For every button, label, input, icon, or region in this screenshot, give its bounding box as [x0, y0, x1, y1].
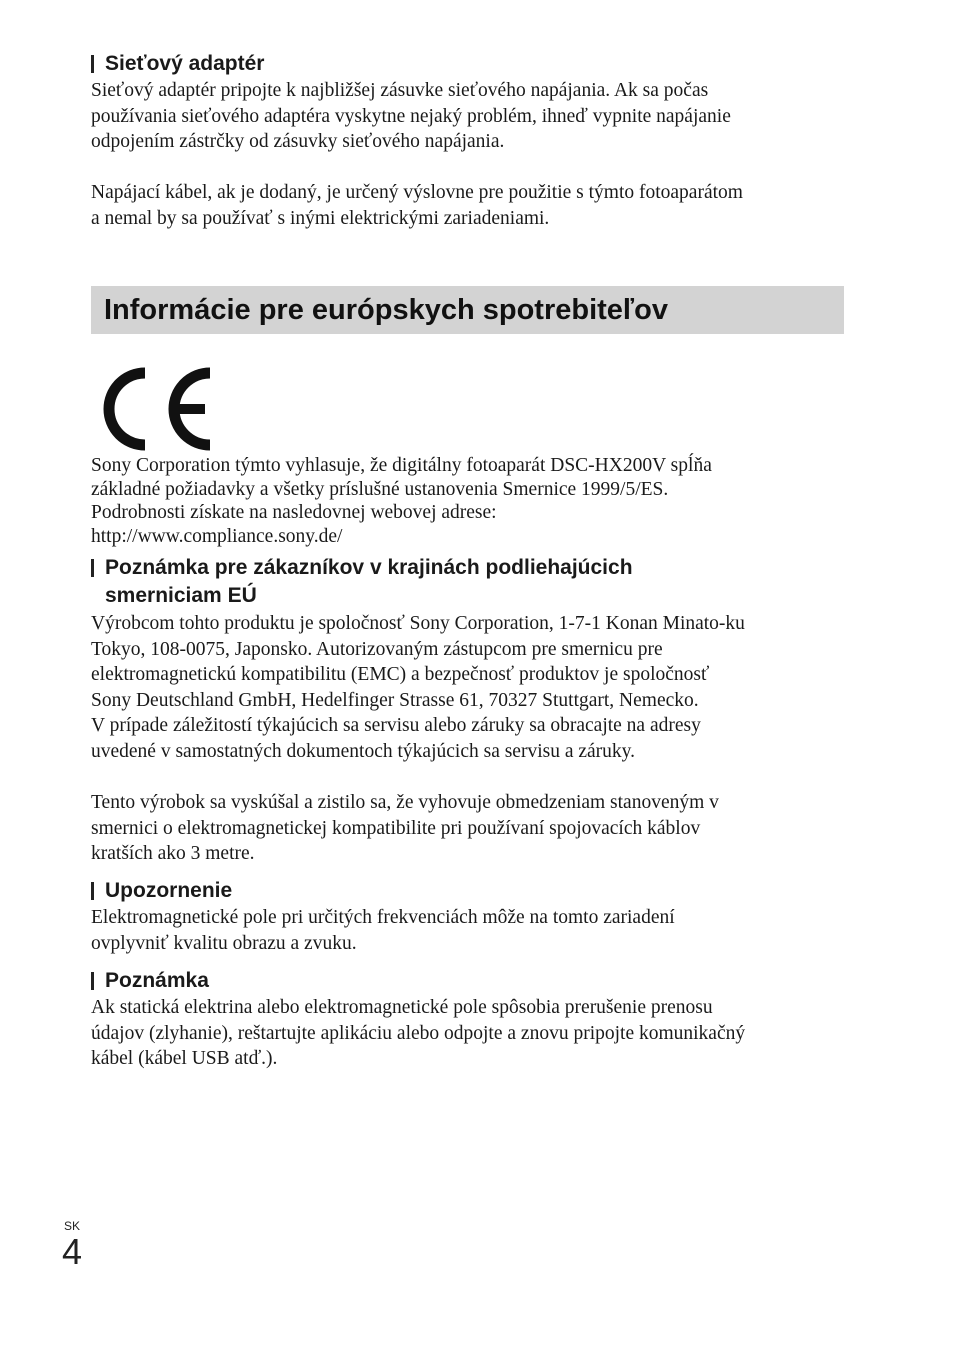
paragraph-eu-note-1: Výrobcom tohto produktu je spoločnosť Sony Corporation, 1-7-1 Konan Minato-ku Tokyo, 108-0075, Japonsko. Autorizovaným zástupcom pre smernicu pre elektromagnetickú kompatibilitu (EMC) a bezpečnosť produktov je spoločnosť Sony Deutschland GmbH, Hedelfinger Strasse 61, 70327 Stuttgart, Nemecko. V prípade záležitostí týkajúcich sa servisu alebo záruky sa obracajte na adresy uvedené v samostatných dokumentoch týkajúcich sa servisu a záruky.: [91, 613, 745, 762]
heading-text: Poznámka: [105, 969, 209, 992]
banner-title: Informácie pre európskych spotrebiteľov: [104, 294, 668, 326]
heading-text: Upozornenie: [105, 879, 233, 902]
paragraph-adapter-2: Napájací kábel, ak je dodaný, je určený výslovne pre použitie s týmto fotoaparátom a nemal by sa používať s inými elektrickými zariadeniami.: [91, 182, 743, 229]
footer-language-code: SK: [64, 1219, 81, 1233]
heading-note: [91, 967, 209, 995]
declaration-text: Sony Corporation týmto vyhlasuje, že digitálny fotoaparát DSC-HX200V spĺňa základné požiadavky a všetky príslušné ustanovenia Smernice 1999/5/ES. Podrobnosti získate na nasledovnej webovej adrese: http://www.compliance.sony.de/: [91, 455, 712, 547]
section-banner: [91, 286, 844, 334]
page-number: 4: [62, 1231, 83, 1272]
paragraph-note: Ak statická elektrina alebo elektromagnetické pole spôsobia prerušenie prenosu údajov (zlyhanie), reštartujte aplikáciu alebo odpojte a znovu pripojte komunikačný kábel (kábel USB atď.).: [91, 997, 746, 1070]
heading-eu-note: [91, 554, 633, 610]
heading-adapter: [91, 50, 264, 78]
heading-marker: [91, 55, 94, 73]
heading-text: Poznámka pre zákazníkov v krajinách podliehajúcich smerniciam EÚ: [105, 556, 633, 607]
heading-warning: [91, 877, 232, 905]
heading-marker: [91, 882, 94, 900]
heading-marker: [91, 972, 94, 990]
paragraph-warning: Elektromagnetické pole pri určitých frekvenciách môže na tomto zariadení ovplyvniť kvalitu obrazu a zvuku.: [91, 907, 675, 954]
heading-marker: [91, 559, 94, 577]
paragraph-eu-note-2: Tento výrobok sa vyskúšal a zistilo sa, že vyhovuje obmedzeniam stanoveným v smernici o elektromagnetickej kompatibilite pri používaní spojovacích káblov kratších ako 3 metre.: [91, 792, 719, 865]
heading-text: Sieťový adaptér: [105, 52, 265, 75]
ce-mark-icon: [96, 366, 214, 452]
paragraph-adapter-1: Sieťový adaptér pripojte k najbližšej zásuvke sieťového napájania. Ak sa počas používania sieťového adaptéra vyskytne nejaký problém, ihneď vypnite napájanie odpojením zástrčky od zásuvky sieťového napájania.: [91, 80, 731, 153]
